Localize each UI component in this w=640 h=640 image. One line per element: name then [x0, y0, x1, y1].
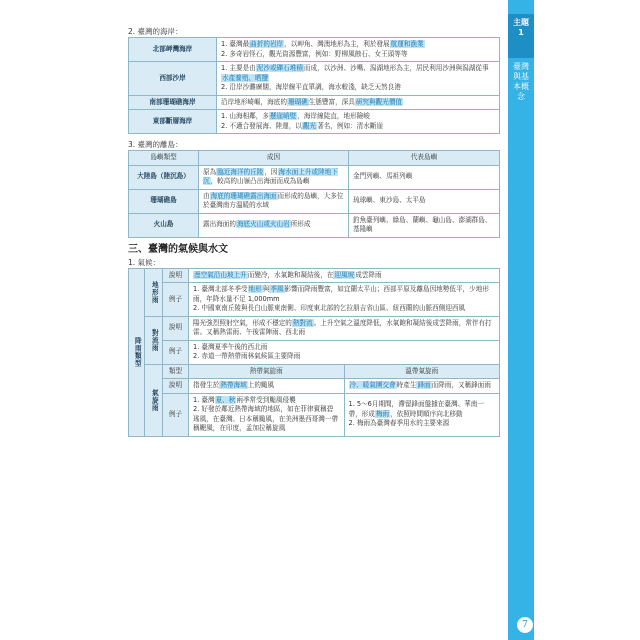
- highlighted-term: 懸崖峭壁: [269, 112, 297, 120]
- table-row: [129, 38, 500, 62]
- list-item: [221, 64, 495, 83]
- text-segment: 2. 中國東南丘陵與長白山脈東南側、印度東北部的乞拉朋吉省山區、紐西蘭的山脈西側迎西風: [193, 304, 466, 312]
- highlighted-term: 熱帶海域: [220, 381, 247, 389]
- highlighted-term: 地形: [248, 285, 262, 293]
- highlighted-term: 迎風坡: [334, 270, 355, 279]
- list-item: [221, 40, 495, 50]
- desc-label: 說明: [163, 379, 189, 394]
- text-segment: 由: [203, 191, 210, 200]
- list-item: [221, 50, 495, 60]
- coast-label: 南部珊瑚礁海岸: [129, 95, 217, 110]
- text-segment: 1. 臺灣夏季午後的西北雨: [193, 342, 268, 351]
- text-segment: 2. 不適合發展海、陸運，以: [221, 121, 302, 130]
- text-segment: 2. 多奇岩怪石，觀光資源豐富，例如：野柳風蝕石、女王頭等等: [221, 49, 408, 58]
- highlighted-term: 研究與觀光價值: [355, 97, 403, 106]
- example-label: 例子: [163, 393, 189, 436]
- list-item: [349, 400, 496, 419]
- text-segment: 成雲降雨: [355, 270, 382, 279]
- island-cause: [199, 165, 349, 189]
- text-segment: 。上升空氣之溫度降低，水氣飽和凝結後成雲降雨，常伴有打雷。又稱熱雷雨、午後雷陣雨、西北雨: [193, 318, 492, 336]
- chapter-tab-label: 主題: [513, 18, 529, 27]
- island-examples: 金門列嶼、馬祖列嶼: [349, 165, 500, 189]
- highlighted-term: 觀光: [302, 121, 317, 130]
- text-segment: 陽光強烈照射空氣，形成不穩定的: [193, 318, 292, 327]
- highlighted-term: 珊瑚礁: [287, 97, 308, 106]
- highlighted-term: 季風: [270, 285, 284, 293]
- text-segment: ，依照時間順序向北移動: [390, 409, 463, 418]
- rainfall-table: [128, 268, 500, 437]
- text-segment: 露出海面的: [203, 220, 236, 229]
- list-item: [193, 343, 495, 353]
- highlighted-term: 泥沙或礫石堆積: [256, 64, 303, 72]
- text-segment: ，海岸線陡直，地形險峻: [297, 112, 370, 120]
- list-item: [221, 83, 495, 93]
- temperate-header: 溫帶氣旋雨: [344, 364, 500, 379]
- text-segment: 影響而降雨豐富，如宜蘭太平山；西部平原及離島因地勢低平，少地形雨，年降水量不足 1,000mm: [193, 285, 489, 303]
- coast-label: 西部沙岸: [129, 62, 217, 96]
- highlighted-term: 曲折的岩岸: [250, 40, 284, 48]
- text-segment: 1. 臺灣最: [221, 40, 250, 48]
- islands-table: [128, 150, 500, 238]
- highlighted-term: 水產養殖、晒鹽: [222, 73, 269, 82]
- text-segment: 2. 赤道一帶熱帶雨林氣候區主要降雨: [193, 352, 301, 360]
- type-label: 類型: [163, 364, 189, 379]
- page-number: 7: [516, 616, 534, 634]
- island-examples: 琉球嶼、東沙島、太平島: [349, 189, 500, 213]
- temperate-examples: [344, 393, 500, 436]
- coast-desc: [217, 110, 500, 134]
- temperate-desc: [344, 379, 500, 394]
- climate-section-title: 三、臺灣的氣候與水文: [128, 243, 228, 255]
- table-row: [129, 268, 500, 283]
- climate-sub-heading: 1. 氣候：: [128, 257, 161, 267]
- text-segment: ，因: [264, 167, 278, 176]
- chapter-title: 臺灣與基本概念: [513, 62, 529, 101]
- table-row: [129, 213, 500, 237]
- example-label: 例子: [163, 283, 189, 317]
- table-row: [129, 110, 500, 134]
- highlighted-term: 海底火山或火山岩: [236, 220, 290, 229]
- convective-examples: [189, 340, 500, 364]
- text-segment: 所形成: [290, 220, 311, 229]
- table-row: [129, 379, 500, 394]
- convective-desc: [189, 316, 500, 340]
- example-label: 例子: [163, 340, 189, 364]
- island-type: 珊瑚礁島: [129, 189, 199, 213]
- text-segment: 1. 臺灣: [193, 395, 215, 404]
- highlighted-term: 夏、秋: [215, 395, 236, 404]
- highlighted-term: 海底的珊瑚礁露出海面: [210, 191, 277, 200]
- table-row: [129, 165, 500, 189]
- highlighted-term: 冷、暖氣團交會: [349, 381, 396, 389]
- text-segment: ，以岬角、灣澳地形為主，利於發展: [284, 40, 390, 48]
- islands-heading: 3. 臺灣的離島：: [128, 140, 183, 149]
- list-item: [193, 396, 340, 406]
- rain-group-label: 降雨類型: [129, 268, 145, 436]
- text-segment: 1. 山海相鄰，多: [221, 112, 269, 120]
- chapter-tab: [508, 14, 534, 58]
- islands-header: 代表島嶼: [349, 151, 500, 166]
- list-item: [221, 122, 495, 132]
- tropical-examples: [189, 393, 345, 436]
- list-item: [193, 304, 495, 314]
- text-segment: ，較高的山嶺凸出海面而成為島嶼: [210, 177, 310, 185]
- list-item: [349, 419, 496, 429]
- text-segment: 2. 梅雨為臺灣春季用水的主要來源: [348, 419, 450, 428]
- desc-label: 說明: [163, 268, 189, 283]
- text-segment: 與: [262, 285, 270, 293]
- text-segment: 沿岸地形崎嶇，海底的: [221, 97, 287, 106]
- text-segment: 2. 好發於鄰近熱帶海域的地區，如在菲律賓稱碧瑤風，在臺灣、日本稱颱風，在美洲墨西哥灣一帶稱颶風，在印度，孟加拉稱旋風: [193, 405, 339, 432]
- highlighted-term: 航運和漁業: [390, 40, 424, 48]
- table-row: [129, 62, 500, 96]
- text-segment: 而變冷，水氣飽和凝結後，在: [247, 270, 334, 279]
- coast-desc: [217, 38, 500, 62]
- islands-header: 成因: [199, 151, 349, 166]
- highlighted-term: 海水面上升或陸地下沉: [203, 167, 338, 185]
- table-row: [129, 189, 500, 213]
- text-segment: 而成，以沙洲、沙嘴、潟湖地形為主，居民利用沙洲與潟湖從事: [303, 64, 489, 72]
- coast-desc: [217, 62, 500, 96]
- coast-label: 北部岬灣海岸: [129, 38, 217, 62]
- list-item: [221, 98, 495, 108]
- table-row: [129, 316, 500, 340]
- text-segment: 生態豐富，深具: [308, 97, 355, 106]
- orographic-desc: [189, 268, 500, 283]
- text-segment: 而形成的島嶼，大多位於臺灣南方溫暖的水域: [203, 191, 344, 209]
- islands-header: 島嶼類型: [129, 151, 199, 166]
- table-header-row: [129, 151, 500, 166]
- list-item: [193, 352, 495, 362]
- table-row: [129, 340, 500, 364]
- list-item: [221, 112, 495, 122]
- text-segment: 時產生: [396, 381, 417, 389]
- text-segment: 著名，例如：清水斷崖: [317, 121, 384, 130]
- text-segment: 兩季常受到颱風侵襲: [236, 395, 296, 404]
- table-row: [129, 283, 500, 317]
- chapter-tab-number: 1: [518, 28, 524, 37]
- text-segment: 而降雨，又稱鋒面雨: [431, 381, 491, 389]
- coast-table: [128, 37, 500, 134]
- orographic-label: 地形雨: [145, 268, 163, 316]
- text-segment: 2. 沿岸沙灘廣闊，海岸線平直單調，海水較淺，缺乏天然良港: [221, 83, 401, 91]
- island-type: 大陸島（陸沉島）: [129, 165, 199, 189]
- coast-heading: 2. 臺灣的海岸：: [128, 27, 183, 36]
- text-segment: 1. 5～6月期間，滯留鋒面盤據在臺灣、華南一帶，形成: [348, 400, 484, 418]
- page-content: [128, 26, 500, 616]
- highlighted-term: 鋒面: [417, 381, 431, 389]
- table-row: [129, 393, 500, 436]
- island-type: 火山島: [129, 213, 199, 237]
- text-segment: 原為: [203, 167, 217, 176]
- text-segment: 1. 主要是由: [221, 64, 256, 72]
- coast-desc: [217, 95, 500, 110]
- convective-label: 對流雨: [145, 316, 163, 364]
- tropical-desc: [189, 379, 345, 394]
- table-row: [129, 95, 500, 110]
- orographic-examples: [189, 283, 500, 317]
- text-segment: 上的颱風: [247, 381, 275, 389]
- island-cause: [199, 213, 349, 237]
- highlighted-term: 熱對流: [292, 318, 313, 327]
- tropical-header: 熱帶氣旋雨: [189, 364, 345, 379]
- highlighted-term: 臨近海洋的丘陵: [217, 167, 264, 176]
- text-segment: 1. 臺灣北部冬季受: [193, 285, 248, 293]
- list-item: [193, 405, 340, 434]
- table-row: [129, 364, 500, 379]
- text-segment: 指發生於: [193, 381, 220, 389]
- list-item: [193, 285, 495, 304]
- desc-label: 說明: [163, 316, 189, 340]
- coast-label: 東部斷層海岸: [129, 110, 217, 134]
- island-cause: [199, 189, 349, 213]
- cyclonic-label: 氣旋雨: [145, 364, 163, 436]
- island-examples: 釣魚臺列嶼、綠島、蘭嶼、龜山島、澎湖群島、基隆嶼: [349, 213, 500, 237]
- highlighted-term: 溼空氣沿山坡上升: [194, 270, 247, 279]
- highlighted-term: 梅雨: [375, 409, 390, 418]
